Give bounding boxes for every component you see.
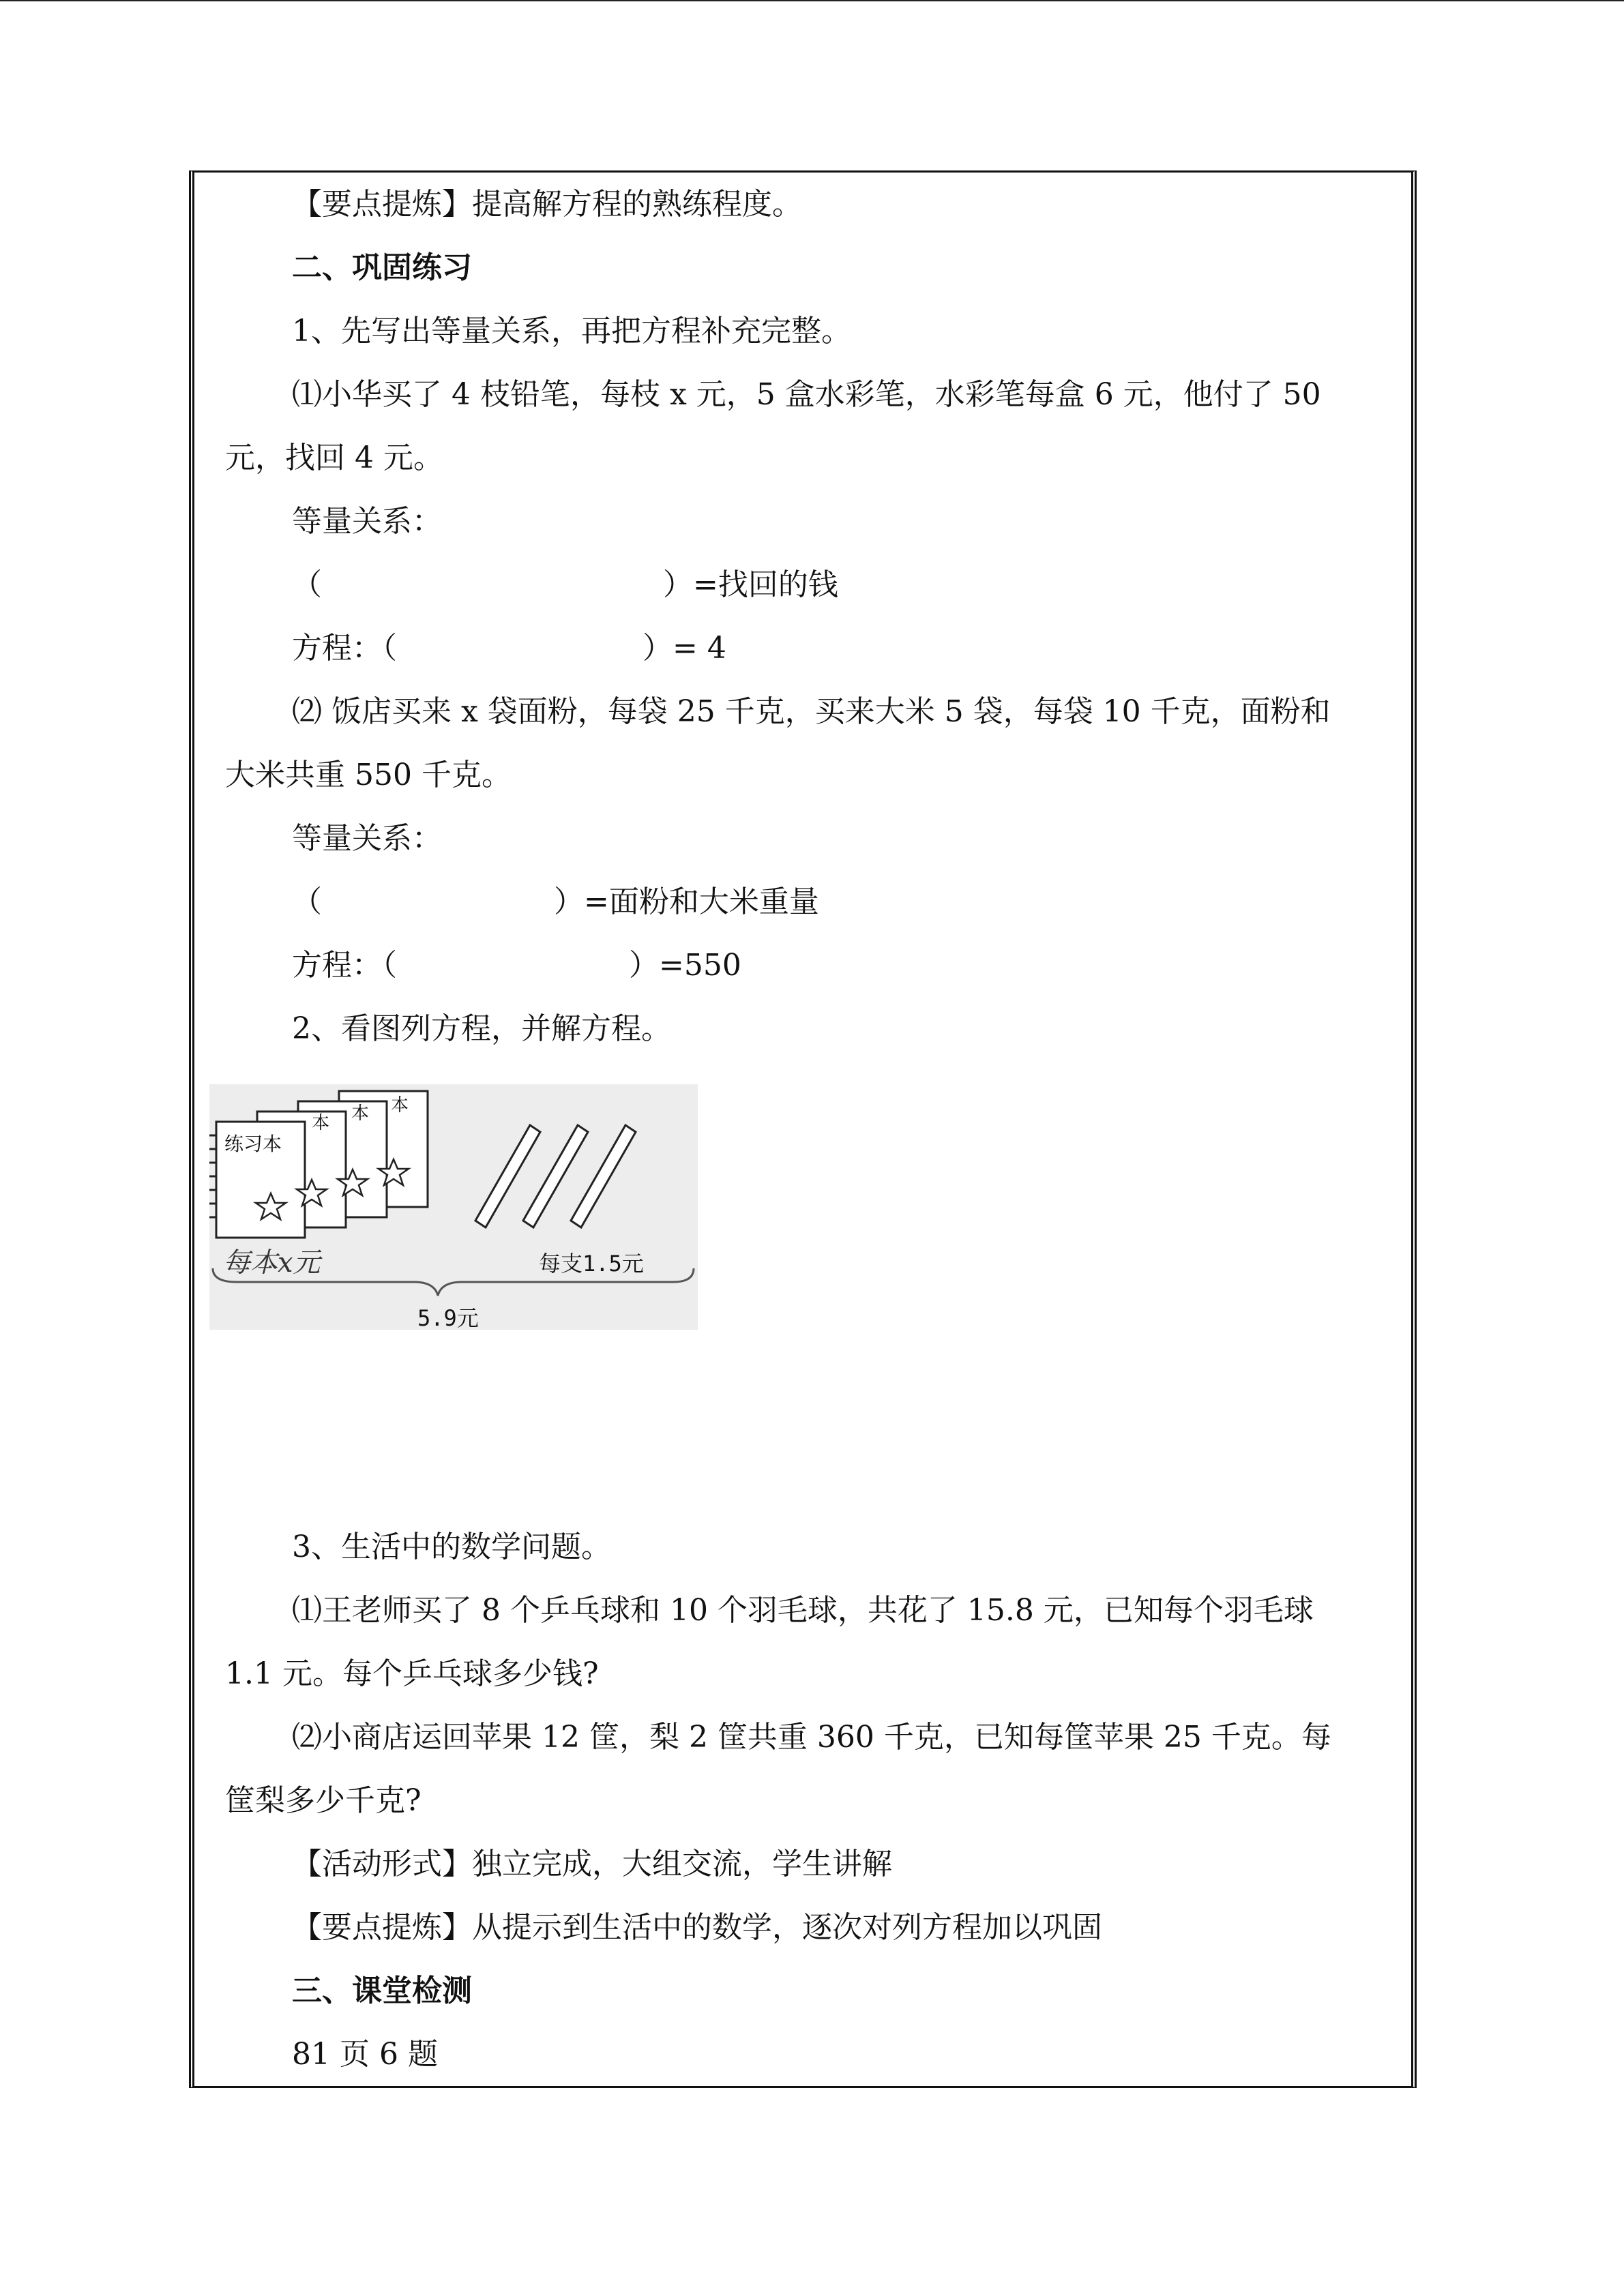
key-point-1: 【要点提炼】提高解方程的熟练程度。 (292, 187, 802, 222)
total-price-label: 5.9元 (417, 1305, 479, 1331)
pen-icon (475, 1125, 636, 1227)
exercise-2-figure (209, 1084, 698, 1330)
equation-blank-1 (292, 631, 726, 666)
key-point-2: 【要点提炼】从提示到生活中的数学，逐次对列方程加以巩固 (292, 1910, 1102, 1945)
open-bracket: （ (292, 567, 322, 602)
exercise-1-1-text: ⑴小华买了 4 枝铅笔，每枝 x 元，5 盒水彩笔，水彩笔每盒 6 元，他付了 50 (292, 377, 1321, 412)
exercise-3-instruction: 3、生活中的数学问题。 (292, 1530, 611, 1564)
notebook-price-label: 每本x元 (223, 1247, 321, 1279)
exercise-1-1-text-cont: 元，找回 4 元。 (225, 441, 443, 475)
exercise-3-2-text-cont: 筐梨多少千克? (225, 1783, 422, 1818)
equivalence-rhs-2: ）=面粉和大米重量 (554, 884, 819, 919)
equivalence-rhs-1: ）=找回的钱 (663, 567, 838, 602)
section-heading-class-check: 三、课堂检测 (292, 1973, 472, 2008)
open-bracket: （ (292, 884, 322, 919)
notebooks-and-pens-illustration (209, 1084, 698, 1330)
notebook-cover-label-back: 本 (312, 1113, 330, 1133)
equation-label-1: 方程：（ (292, 631, 397, 666)
equivalence-blank-1 (292, 567, 838, 603)
page-top-rule (0, 0, 1624, 1)
exercise-3-1-text: ⑴王老师买了 8 个乒乓球和 10 个羽毛球，共花了 15.8 元，已知每个羽毛球 (292, 1593, 1314, 1628)
exercise-3-2-text: ⑵小商店运回苹果 12 筐，梨 2 筐共重 360 千克，已知每筐苹果 25 千克。每 (292, 1720, 1331, 1755)
activity-format: 【活动形式】独立完成，大组交流，学生讲解 (292, 1847, 892, 1881)
exercise-2-instruction: 2、看图列方程，并解方程。 (292, 1011, 671, 1046)
notebook-cover-label-back: 本 (351, 1103, 370, 1124)
equivalence-blank-2 (292, 884, 819, 920)
notebook-cover-label: 练习本 (224, 1133, 282, 1155)
exercise-1-2-text: ⑵ 饭店买来 x 袋面粉，每袋 25 千克，买来大米 5 袋，每袋 10 千克，面粉和 (292, 694, 1331, 729)
exercise-3-1-text-cont: 1.1 元。每个乒乓球多少钱? (225, 1656, 599, 1691)
equation-rhs-1: ）= 4 (643, 631, 726, 666)
exercise-1-instruction: 1、先写出等量关系，再把方程补充完整。 (292, 314, 851, 348)
exercise-1-2-text-cont: 大米共重 550 千克。 (225, 758, 512, 792)
pen-price-label: 每支1.5元 (539, 1251, 644, 1277)
equation-label-2: 方程：（ (292, 948, 397, 983)
equation-blank-2 (292, 948, 741, 983)
equivalence-label-1: 等量关系： (292, 504, 442, 539)
equation-rhs-2: ）=550 (629, 948, 741, 983)
equivalence-label-2: 等量关系： (292, 821, 442, 856)
class-check-assignment: 81 页 6 题 (292, 2037, 438, 2072)
section-heading-consolidation: 二、巩固练习 (292, 250, 472, 285)
notebook-cover-label-back: 本 (391, 1095, 409, 1116)
